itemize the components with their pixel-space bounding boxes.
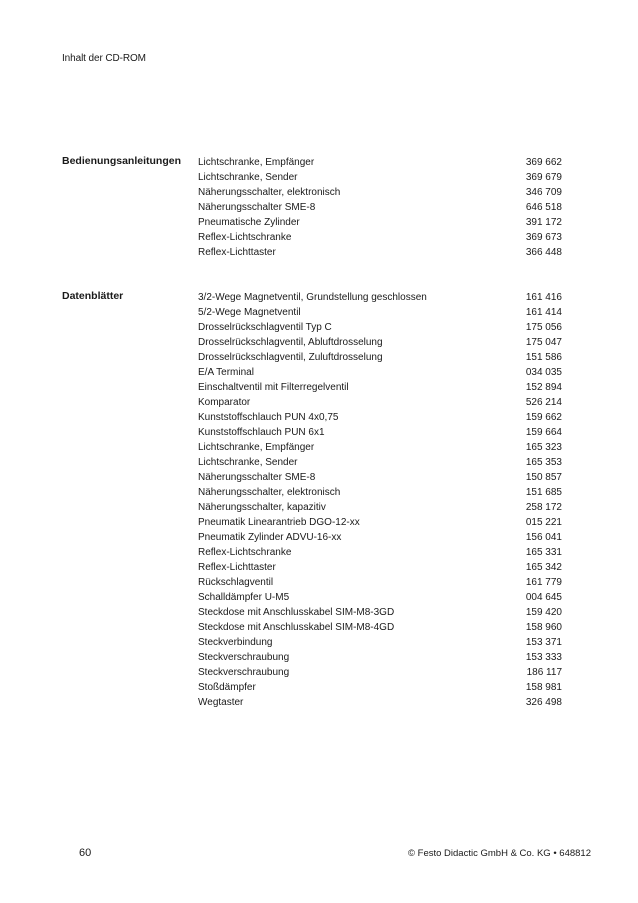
list-item [198,620,572,635]
list-item [198,350,572,365]
item-name: Lichtschranke, Sender [198,172,298,183]
item-name: Drosselrückschlagventil, Zuluftdrosselung [198,352,383,363]
document-list [198,155,572,260]
footer-copyright: © Festo Didactic GmbH & Co. KG • 648812 [408,848,591,859]
list-item [198,530,572,545]
list-item [198,590,572,605]
item-name: Wegtaster [198,697,244,708]
item-name: Kunststoffschlauch PUN 6x1 [198,427,325,438]
item-name: Pneumatische Zylinder [198,217,300,228]
item-name: Steckverbindung [198,637,273,648]
item-code: 150 857 [525,472,562,483]
item-name: Schalldämpfer U-M5 [198,592,290,603]
list-item [198,680,572,695]
item-code: 161 779 [525,577,562,588]
item-name: Komparator [198,397,251,408]
item-name: Näherungsschalter, elektronisch [198,487,341,498]
item-name: 3/2-Wege Magnetventil, Grundstellung geschlossen [198,292,427,303]
list-item [198,185,572,200]
item-code: 165 331 [525,547,562,558]
list-item [198,455,572,470]
item-name: Lichtschranke, Empfänger [198,442,315,453]
document-list [198,290,572,710]
list-item [198,380,572,395]
list-item [198,365,572,380]
item-code: 366 448 [525,247,562,258]
item-code: 161 416 [525,292,562,303]
item-name: Reflex-Lichttaster [198,562,276,573]
item-code: 156 041 [525,532,562,543]
item-code: 158 981 [525,682,562,693]
item-name: Näherungsschalter SME-8 [198,202,316,213]
item-code: 153 333 [525,652,562,663]
item-code: 369 662 [525,157,562,168]
item-code: 391 172 [525,217,562,228]
list-item [198,470,572,485]
list-item [198,305,572,320]
list-item [198,410,572,425]
list-item [198,320,572,335]
item-code: 004 645 [525,592,562,603]
item-code: 186 117 [526,667,562,678]
list-item [198,155,572,170]
item-name: Steckdose mit Anschlusskabel SIM-M8-4GD [198,622,395,633]
page-number: 60 [79,847,92,859]
item-name: Lichtschranke, Empfänger [198,157,315,168]
item-name: Einschaltventil mit Filterregelventil [198,382,349,393]
list-item [198,425,572,440]
item-name: Drosselrückschlagventil, Abluftdrosselung [198,337,383,348]
item-code: 158 960 [525,622,562,633]
item-code: 159 662 [525,412,562,423]
list-item [198,215,572,230]
item-name: Steckverschraubung [198,652,290,663]
item-code: 369 673 [525,232,562,243]
item-code: 369 679 [525,172,562,183]
section-title: Bedienungsanleitungen [62,155,182,167]
list-item [198,440,572,455]
item-code: 152 894 [525,382,562,393]
list-item [198,515,572,530]
item-code: 346 709 [525,187,562,198]
item-name: Steckdose mit Anschlusskabel SIM-M8-3GD [198,607,395,618]
list-item [198,560,572,575]
item-name: Reflex-Lichtschranke [198,547,292,558]
list-item [198,170,572,185]
item-name: Stoßdämpfer [198,682,256,693]
list-item [198,500,572,515]
page-header: Inhalt der CD-ROM [62,53,146,64]
item-code: 646 518 [525,202,562,213]
item-code: 151 586 [525,352,562,363]
item-code: 258 172 [525,502,562,513]
item-code: 161 414 [525,307,562,318]
item-code: 175 056 [525,322,562,333]
item-name: Pneumatik Zylinder ADVU-16-xx [198,532,342,543]
list-item [198,245,572,260]
item-name: Reflex-Lichttaster [198,247,276,258]
list-item [198,575,572,590]
list-item [198,650,572,665]
item-code: 159 420 [525,607,562,618]
list-item [198,290,572,305]
item-name: Näherungsschalter SME-8 [198,472,316,483]
item-name: Näherungsschalter, kapazitiv [198,502,326,513]
list-item [198,485,572,500]
item-code: 165 353 [525,457,562,468]
item-code: 175 047 [525,337,562,348]
list-item [198,665,572,680]
item-code: 151 685 [525,487,562,498]
item-name: Steckverschraubung [198,667,290,678]
list-item [198,545,572,560]
item-code: 153 371 [525,637,562,648]
item-name: Lichtschranke, Sender [198,457,298,468]
item-name: Drosselrückschlagventil Typ C [198,322,332,333]
item-code: 015 221 [525,517,562,528]
list-item [198,230,572,245]
item-code: 326 498 [525,697,562,708]
list-item [198,200,572,215]
section-title: Datenblätter [62,290,124,302]
item-code: 034 035 [525,367,562,378]
item-code: 165 323 [525,442,562,453]
item-name: Reflex-Lichtschranke [198,232,292,243]
item-name: Pneumatik Linearantrieb DGO-12-xx [198,517,360,528]
list-item [198,605,572,620]
item-name: Kunststoffschlauch PUN 4x0,75 [198,412,339,423]
item-name: 5/2-Wege Magnetventil [198,307,301,318]
list-item [198,395,572,410]
item-name: Rückschlagventil [198,577,274,588]
list-item [198,695,572,710]
item-code: 165 342 [525,562,562,573]
item-name: Näherungsschalter, elektronisch [198,187,341,198]
list-item [198,635,572,650]
list-item [198,335,572,350]
item-name: E/A Terminal [198,367,254,378]
item-code: 526 214 [525,397,562,408]
item-code: 159 664 [525,427,562,438]
